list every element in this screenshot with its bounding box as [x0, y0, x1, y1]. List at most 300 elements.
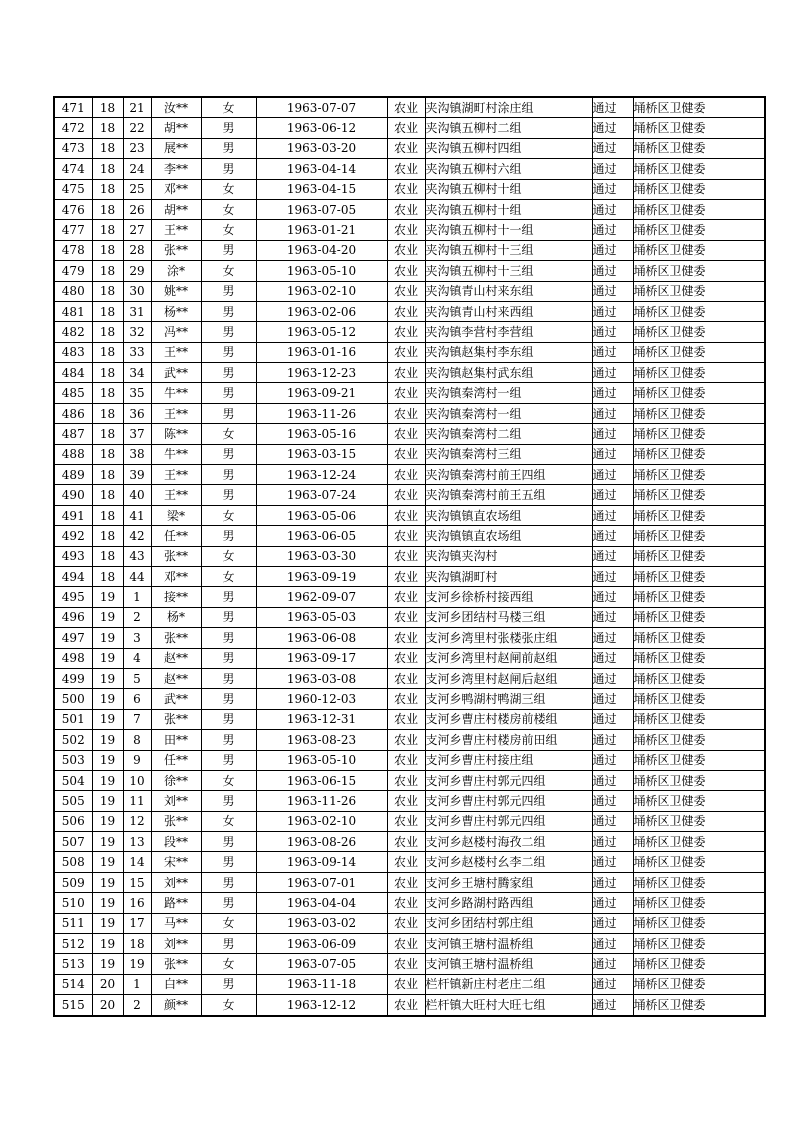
- review-status-cell: 通过: [592, 179, 633, 199]
- table-row: [54, 974, 765, 994]
- name-cell: 牛**: [151, 444, 201, 464]
- name-cell: 宋**: [151, 852, 201, 872]
- household-type-cell: 农业: [387, 770, 425, 790]
- reviewing-unit-cell: 埇桥区卫健委: [633, 566, 765, 586]
- review-status-cell: 通过: [592, 587, 633, 607]
- group-number-cell: 19: [92, 791, 123, 811]
- table-row: [54, 220, 765, 240]
- household-type-cell: 农业: [387, 505, 425, 525]
- table-row: [54, 485, 765, 505]
- sequence-cell: 22: [123, 118, 151, 138]
- table-row: [54, 444, 765, 464]
- roster-body: [54, 97, 765, 1016]
- reviewing-unit-cell: 埇桥区卫健委: [633, 403, 765, 423]
- record-number-cell: 475: [54, 179, 92, 199]
- birth-date-cell: 1963-12-24: [256, 465, 387, 485]
- record-number-cell: 493: [54, 546, 92, 566]
- review-status-cell: 通过: [592, 240, 633, 260]
- record-number-cell: 491: [54, 505, 92, 525]
- birth-date-cell: 1963-05-03: [256, 607, 387, 627]
- birth-date-cell: 1963-05-06: [256, 505, 387, 525]
- table-row: [54, 852, 765, 872]
- review-status-cell: 通过: [592, 342, 633, 362]
- household-type-cell: 农业: [387, 607, 425, 627]
- sequence-cell: 12: [123, 811, 151, 831]
- group-number-cell: 19: [92, 730, 123, 750]
- reviewing-unit-cell: 埇桥区卫健委: [633, 730, 765, 750]
- roster-table: [53, 96, 766, 1017]
- review-status-cell: 通过: [592, 791, 633, 811]
- birth-date-cell: 1963-07-07: [256, 97, 387, 118]
- review-status-cell: 通过: [592, 465, 633, 485]
- reviewing-unit-cell: 埇桥区卫健委: [633, 363, 765, 383]
- birth-date-cell: 1963-01-21: [256, 220, 387, 240]
- address-cell: 夹沟镇秦湾村一组: [425, 383, 592, 403]
- birth-date-cell: 1962-09-07: [256, 587, 387, 607]
- birth-date-cell: 1963-09-17: [256, 648, 387, 668]
- household-type-cell: 农业: [387, 444, 425, 464]
- table-row: [54, 465, 765, 485]
- household-type-cell: 农业: [387, 995, 425, 1016]
- review-status-cell: 通过: [592, 566, 633, 586]
- address-cell: 夹沟镇五柳村十组: [425, 199, 592, 219]
- address-cell: 支河镇王塘村温桥组: [425, 954, 592, 974]
- review-status-cell: 通过: [592, 689, 633, 709]
- address-cell: 夹沟镇五柳村六组: [425, 159, 592, 179]
- gender-cell: 男: [201, 872, 256, 892]
- sequence-cell: 1: [123, 974, 151, 994]
- name-cell: 任**: [151, 526, 201, 546]
- review-status-cell: 通过: [592, 934, 633, 954]
- gender-cell: 女: [201, 913, 256, 933]
- gender-cell: 男: [201, 934, 256, 954]
- gender-cell: 男: [201, 281, 256, 301]
- group-number-cell: 18: [92, 526, 123, 546]
- sequence-cell: 25: [123, 179, 151, 199]
- sequence-cell: 15: [123, 872, 151, 892]
- record-number-cell: 515: [54, 995, 92, 1016]
- review-status-cell: 通过: [592, 995, 633, 1016]
- reviewing-unit-cell: 埇桥区卫健委: [633, 444, 765, 464]
- review-status-cell: 通过: [592, 811, 633, 831]
- record-number-cell: 506: [54, 811, 92, 831]
- review-status-cell: 通过: [592, 363, 633, 383]
- name-cell: 邓**: [151, 566, 201, 586]
- group-number-cell: 18: [92, 240, 123, 260]
- address-cell: 支河乡徐桥村接西组: [425, 587, 592, 607]
- address-cell: 夹沟镇夹沟村: [425, 546, 592, 566]
- record-number-cell: 503: [54, 750, 92, 770]
- gender-cell: 男: [201, 730, 256, 750]
- birth-date-cell: 1963-03-20: [256, 138, 387, 158]
- review-status-cell: 通过: [592, 750, 633, 770]
- table-row: [54, 954, 765, 974]
- household-type-cell: 农业: [387, 566, 425, 586]
- table-row: [54, 383, 765, 403]
- group-number-cell: 18: [92, 179, 123, 199]
- birth-date-cell: 1963-04-14: [256, 159, 387, 179]
- reviewing-unit-cell: 埇桥区卫健委: [633, 832, 765, 852]
- address-cell: 支河乡赵楼村幺李二组: [425, 852, 592, 872]
- reviewing-unit-cell: 埇桥区卫健委: [633, 261, 765, 281]
- table-row: [54, 342, 765, 362]
- group-number-cell: 19: [92, 668, 123, 688]
- name-cell: 任**: [151, 750, 201, 770]
- reviewing-unit-cell: 埇桥区卫健委: [633, 342, 765, 362]
- address-cell: 支河乡曹庄村郭元四组: [425, 770, 592, 790]
- birth-date-cell: 1963-06-12: [256, 118, 387, 138]
- gender-cell: 女: [201, 97, 256, 118]
- group-number-cell: 20: [92, 995, 123, 1016]
- reviewing-unit-cell: 埇桥区卫健委: [633, 505, 765, 525]
- gender-cell: 男: [201, 138, 256, 158]
- reviewing-unit-cell: 埇桥区卫健委: [633, 526, 765, 546]
- gender-cell: 女: [201, 220, 256, 240]
- reviewing-unit-cell: 埇桥区卫健委: [633, 281, 765, 301]
- gender-cell: 男: [201, 607, 256, 627]
- table-row: [54, 689, 765, 709]
- address-cell: 夹沟镇五柳村十三组: [425, 240, 592, 260]
- review-status-cell: 通过: [592, 770, 633, 790]
- record-number-cell: 501: [54, 709, 92, 729]
- group-number-cell: 19: [92, 770, 123, 790]
- name-cell: 赵**: [151, 668, 201, 688]
- address-cell: 支河乡湾里村赵闸前赵组: [425, 648, 592, 668]
- birth-date-cell: 1963-05-10: [256, 261, 387, 281]
- name-cell: 张**: [151, 628, 201, 648]
- record-number-cell: 509: [54, 872, 92, 892]
- record-number-cell: 482: [54, 322, 92, 342]
- reviewing-unit-cell: 埇桥区卫健委: [633, 648, 765, 668]
- review-status-cell: 通过: [592, 424, 633, 444]
- household-type-cell: 农业: [387, 526, 425, 546]
- record-number-cell: 500: [54, 689, 92, 709]
- sequence-cell: 34: [123, 363, 151, 383]
- name-cell: 张**: [151, 546, 201, 566]
- address-cell: 支河乡鸭湖村鸭湖三组: [425, 689, 592, 709]
- record-number-cell: 487: [54, 424, 92, 444]
- name-cell: 张**: [151, 954, 201, 974]
- address-cell: 夹沟镇秦湾村三组: [425, 444, 592, 464]
- gender-cell: 男: [201, 628, 256, 648]
- record-number-cell: 480: [54, 281, 92, 301]
- table-row: [54, 587, 765, 607]
- gender-cell: 女: [201, 424, 256, 444]
- gender-cell: 女: [201, 505, 256, 525]
- address-cell: 夹沟镇青山村来西组: [425, 301, 592, 321]
- reviewing-unit-cell: 埇桥区卫健委: [633, 465, 765, 485]
- record-number-cell: 514: [54, 974, 92, 994]
- group-number-cell: 19: [92, 648, 123, 668]
- gender-cell: 女: [201, 566, 256, 586]
- review-status-cell: 通过: [592, 730, 633, 750]
- address-cell: 支河乡曹庄村郭元四组: [425, 791, 592, 811]
- group-number-cell: 18: [92, 444, 123, 464]
- gender-cell: 男: [201, 587, 256, 607]
- gender-cell: 男: [201, 301, 256, 321]
- sequence-cell: 13: [123, 832, 151, 852]
- name-cell: 武**: [151, 363, 201, 383]
- reviewing-unit-cell: 埇桥区卫健委: [633, 913, 765, 933]
- reviewing-unit-cell: 埇桥区卫健委: [633, 587, 765, 607]
- household-type-cell: 农业: [387, 587, 425, 607]
- sequence-cell: 23: [123, 138, 151, 158]
- household-type-cell: 农业: [387, 750, 425, 770]
- record-number-cell: 496: [54, 607, 92, 627]
- sequence-cell: 10: [123, 770, 151, 790]
- birth-date-cell: 1963-03-15: [256, 444, 387, 464]
- household-type-cell: 农业: [387, 689, 425, 709]
- address-cell: 夹沟镇青山村来东组: [425, 281, 592, 301]
- record-number-cell: 495: [54, 587, 92, 607]
- birth-date-cell: 1963-12-23: [256, 363, 387, 383]
- review-status-cell: 通过: [592, 832, 633, 852]
- reviewing-unit-cell: 埇桥区卫健委: [633, 668, 765, 688]
- group-number-cell: 19: [92, 893, 123, 913]
- address-cell: 支河乡湾里村张楼张庄组: [425, 628, 592, 648]
- group-number-cell: 18: [92, 485, 123, 505]
- name-cell: 杨*: [151, 607, 201, 627]
- name-cell: 颜**: [151, 995, 201, 1016]
- birth-date-cell: 1963-04-15: [256, 179, 387, 199]
- group-number-cell: 18: [92, 566, 123, 586]
- record-number-cell: 505: [54, 791, 92, 811]
- record-number-cell: 479: [54, 261, 92, 281]
- address-cell: 夹沟镇镇直农场组: [425, 526, 592, 546]
- table-row: [54, 628, 765, 648]
- review-status-cell: 通过: [592, 220, 633, 240]
- review-status-cell: 通过: [592, 159, 633, 179]
- sequence-cell: 41: [123, 505, 151, 525]
- reviewing-unit-cell: 埇桥区卫健委: [633, 893, 765, 913]
- record-number-cell: 481: [54, 301, 92, 321]
- review-status-cell: 通过: [592, 648, 633, 668]
- address-cell: 夹沟镇五柳村十三组: [425, 261, 592, 281]
- household-type-cell: 农业: [387, 954, 425, 974]
- name-cell: 刘**: [151, 934, 201, 954]
- table-row: [54, 750, 765, 770]
- name-cell: 段**: [151, 832, 201, 852]
- reviewing-unit-cell: 埇桥区卫健委: [633, 179, 765, 199]
- group-number-cell: 18: [92, 424, 123, 444]
- group-number-cell: 18: [92, 465, 123, 485]
- review-status-cell: 通过: [592, 893, 633, 913]
- birth-date-cell: 1963-11-18: [256, 974, 387, 994]
- group-number-cell: 19: [92, 689, 123, 709]
- review-status-cell: 通过: [592, 709, 633, 729]
- household-type-cell: 农业: [387, 730, 425, 750]
- birth-date-cell: 1963-07-05: [256, 954, 387, 974]
- birth-date-cell: 1963-03-02: [256, 913, 387, 933]
- sequence-cell: 42: [123, 526, 151, 546]
- household-type-cell: 农业: [387, 403, 425, 423]
- gender-cell: 男: [201, 750, 256, 770]
- gender-cell: 男: [201, 403, 256, 423]
- address-cell: 支河乡曹庄村楼房前田组: [425, 730, 592, 750]
- household-type-cell: 农业: [387, 301, 425, 321]
- address-cell: 夹沟镇秦湾村二组: [425, 424, 592, 444]
- address-cell: 夹沟镇五柳村十一组: [425, 220, 592, 240]
- name-cell: 刘**: [151, 872, 201, 892]
- sequence-cell: 2: [123, 607, 151, 627]
- address-cell: 夹沟镇五柳村十组: [425, 179, 592, 199]
- group-number-cell: 18: [92, 342, 123, 362]
- address-cell: 夹沟镇秦湾村前王四组: [425, 465, 592, 485]
- group-number-cell: 19: [92, 709, 123, 729]
- birth-date-cell: 1963-05-12: [256, 322, 387, 342]
- record-number-cell: 485: [54, 383, 92, 403]
- name-cell: 赵**: [151, 648, 201, 668]
- record-number-cell: 484: [54, 363, 92, 383]
- table-row: [54, 811, 765, 831]
- record-number-cell: 507: [54, 832, 92, 852]
- table-row: [54, 240, 765, 260]
- household-type-cell: 农业: [387, 240, 425, 260]
- review-status-cell: 通过: [592, 403, 633, 423]
- name-cell: 张**: [151, 811, 201, 831]
- sequence-cell: 43: [123, 546, 151, 566]
- name-cell: 路**: [151, 893, 201, 913]
- sequence-cell: 4: [123, 648, 151, 668]
- sequence-cell: 36: [123, 403, 151, 423]
- sequence-cell: 33: [123, 342, 151, 362]
- group-number-cell: 18: [92, 220, 123, 240]
- household-type-cell: 农业: [387, 791, 425, 811]
- group-number-cell: 18: [92, 199, 123, 219]
- gender-cell: 女: [201, 995, 256, 1016]
- table-row: [54, 322, 765, 342]
- birth-date-cell: 1963-08-26: [256, 832, 387, 852]
- review-status-cell: 通过: [592, 505, 633, 525]
- sequence-cell: 26: [123, 199, 151, 219]
- record-number-cell: 472: [54, 118, 92, 138]
- table-row: [54, 607, 765, 627]
- sequence-cell: 17: [123, 913, 151, 933]
- gender-cell: 女: [201, 546, 256, 566]
- table-row: [54, 893, 765, 913]
- review-status-cell: 通过: [592, 199, 633, 219]
- table-row: [54, 363, 765, 383]
- sequence-cell: 27: [123, 220, 151, 240]
- name-cell: 王**: [151, 220, 201, 240]
- name-cell: 王**: [151, 403, 201, 423]
- table-row: [54, 261, 765, 281]
- name-cell: 涂*: [151, 261, 201, 281]
- record-number-cell: 471: [54, 97, 92, 118]
- reviewing-unit-cell: 埇桥区卫健委: [633, 811, 765, 831]
- birth-date-cell: 1963-04-04: [256, 893, 387, 913]
- household-type-cell: 农业: [387, 934, 425, 954]
- household-type-cell: 农业: [387, 811, 425, 831]
- gender-cell: 男: [201, 240, 256, 260]
- group-number-cell: 19: [92, 750, 123, 770]
- address-cell: 支河乡曹庄村郭元四组: [425, 811, 592, 831]
- sequence-cell: 21: [123, 97, 151, 118]
- record-number-cell: 478: [54, 240, 92, 260]
- group-number-cell: 18: [92, 505, 123, 525]
- gender-cell: 男: [201, 668, 256, 688]
- reviewing-unit-cell: 埇桥区卫健委: [633, 628, 765, 648]
- gender-cell: 男: [201, 974, 256, 994]
- review-status-cell: 通过: [592, 974, 633, 994]
- name-cell: 张**: [151, 709, 201, 729]
- name-cell: 张**: [151, 240, 201, 260]
- birth-date-cell: 1963-08-23: [256, 730, 387, 750]
- table-row: [54, 832, 765, 852]
- sequence-cell: 3: [123, 628, 151, 648]
- record-number-cell: 474: [54, 159, 92, 179]
- address-cell: 夹沟镇李营村李营组: [425, 322, 592, 342]
- birth-date-cell: 1963-06-08: [256, 628, 387, 648]
- sequence-cell: 6: [123, 689, 151, 709]
- household-type-cell: 农业: [387, 913, 425, 933]
- gender-cell: 男: [201, 342, 256, 362]
- record-number-cell: 477: [54, 220, 92, 240]
- birth-date-cell: 1960-12-03: [256, 689, 387, 709]
- birth-date-cell: 1963-12-12: [256, 995, 387, 1016]
- review-status-cell: 通过: [592, 301, 633, 321]
- record-number-cell: 494: [54, 566, 92, 586]
- record-number-cell: 492: [54, 526, 92, 546]
- birth-date-cell: 1963-07-24: [256, 485, 387, 505]
- record-number-cell: 473: [54, 138, 92, 158]
- birth-date-cell: 1963-01-16: [256, 342, 387, 362]
- household-type-cell: 农业: [387, 872, 425, 892]
- group-number-cell: 20: [92, 974, 123, 994]
- reviewing-unit-cell: 埇桥区卫健委: [633, 485, 765, 505]
- table-row: [54, 138, 765, 158]
- review-status-cell: 通过: [592, 383, 633, 403]
- gender-cell: 男: [201, 159, 256, 179]
- group-number-cell: 18: [92, 138, 123, 158]
- name-cell: 接**: [151, 587, 201, 607]
- sequence-cell: 2: [123, 995, 151, 1016]
- group-number-cell: 19: [92, 954, 123, 974]
- address-cell: 夹沟镇秦湾村一组: [425, 403, 592, 423]
- sequence-cell: 11: [123, 791, 151, 811]
- table-row: [54, 730, 765, 750]
- birth-date-cell: 1963-09-21: [256, 383, 387, 403]
- reviewing-unit-cell: 埇桥区卫健委: [633, 934, 765, 954]
- household-type-cell: 农业: [387, 648, 425, 668]
- review-status-cell: 通过: [592, 954, 633, 974]
- birth-date-cell: 1963-11-26: [256, 403, 387, 423]
- group-number-cell: 19: [92, 832, 123, 852]
- household-type-cell: 农业: [387, 424, 425, 444]
- review-status-cell: 通过: [592, 872, 633, 892]
- group-number-cell: 19: [92, 872, 123, 892]
- reviewing-unit-cell: 埇桥区卫健委: [633, 709, 765, 729]
- sequence-cell: 5: [123, 668, 151, 688]
- address-cell: 支河乡赵楼村海孜二组: [425, 832, 592, 852]
- birth-date-cell: 1963-06-05: [256, 526, 387, 546]
- birth-date-cell: 1963-05-10: [256, 750, 387, 770]
- birth-date-cell: 1963-05-16: [256, 424, 387, 444]
- address-cell: 栏杆镇大旺村大旺七组: [425, 995, 592, 1016]
- reviewing-unit-cell: 埇桥区卫健委: [633, 750, 765, 770]
- table-row: [54, 770, 765, 790]
- table-row: [54, 995, 765, 1016]
- table-row: [54, 913, 765, 933]
- sequence-cell: 18: [123, 934, 151, 954]
- household-type-cell: 农业: [387, 118, 425, 138]
- name-cell: 姚**: [151, 281, 201, 301]
- reviewing-unit-cell: 埇桥区卫健委: [633, 974, 765, 994]
- reviewing-unit-cell: 埇桥区卫健委: [633, 852, 765, 872]
- table-row: [54, 791, 765, 811]
- reviewing-unit-cell: 埇桥区卫健委: [633, 770, 765, 790]
- household-type-cell: 农业: [387, 546, 425, 566]
